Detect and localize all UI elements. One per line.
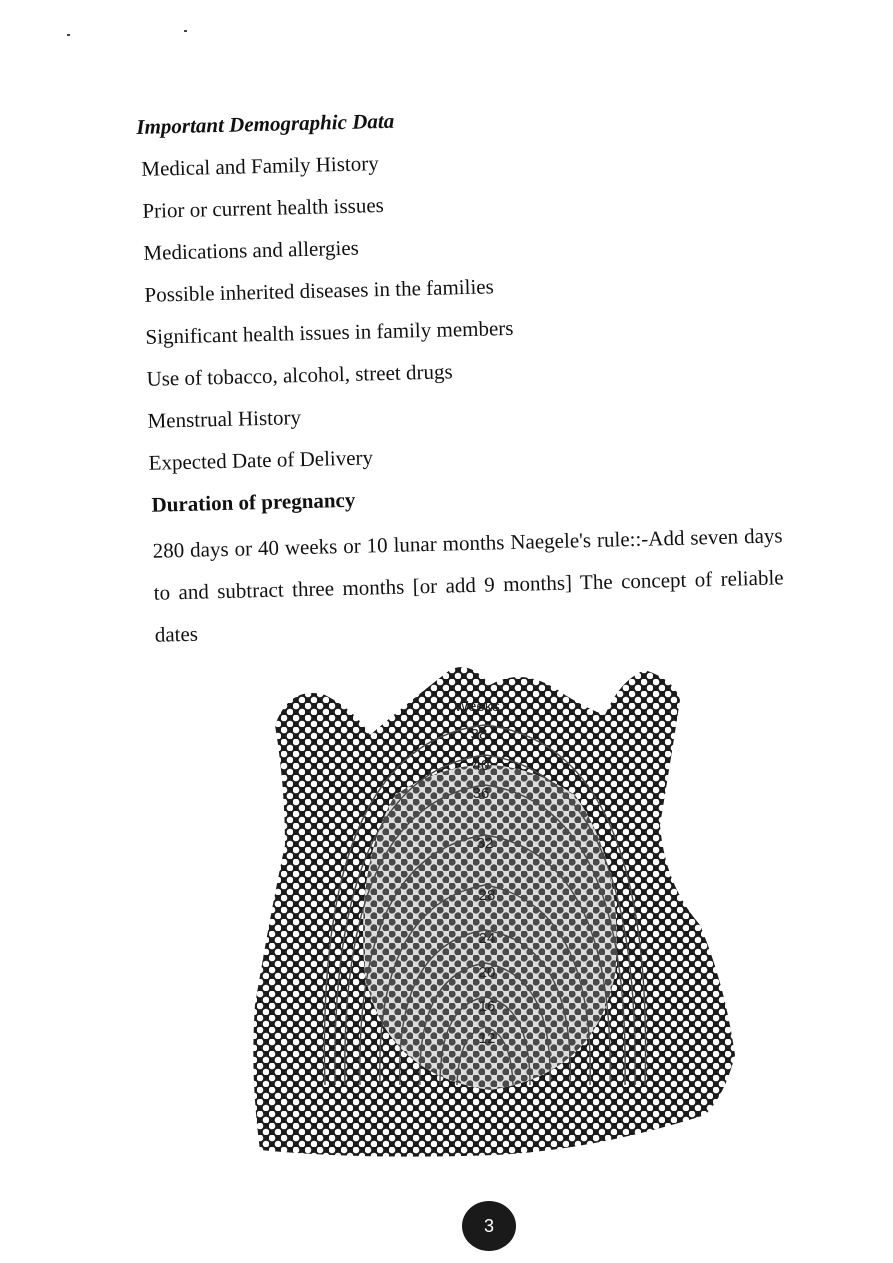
week-mark: 24 (478, 930, 496, 947)
subheading: Duration of pregnancy (151, 487, 356, 517)
page-number: 3 (462, 1201, 516, 1251)
body-paragraph: 280 days or 40 weeks or 10 lunar months Naegele's rule::-Add seven days to and subtract three months [or add 9 months] The concept of reliable dates (152, 523, 784, 647)
list-item: Prior or current health issues (142, 192, 385, 223)
list-item: Medications and allergies (143, 235, 360, 265)
list-item: Menstrual History (147, 405, 302, 433)
week-mark: 32 (476, 835, 494, 852)
list-item: Expected Date of Delivery (148, 445, 374, 475)
week-mark: 38 (470, 726, 488, 743)
scan-speck (184, 30, 187, 32)
list-item: Medical and Family History (141, 151, 380, 181)
fundal-height-figure (245, 655, 740, 1165)
list-item: Significant health issues in family members (145, 315, 514, 349)
week-mark: 16 (478, 998, 496, 1015)
figure-label: Weeks (454, 698, 500, 715)
list-item: Possible inherited diseases in the families (144, 274, 495, 307)
list-item: Use of tobacco, alcohol, street drugs (146, 359, 453, 391)
week-mark: 36 (472, 785, 490, 802)
section-heading: Important Demographic Data (136, 108, 395, 139)
week-mark: 20 (478, 964, 496, 981)
week-mark: 12 (478, 1030, 496, 1047)
text-block (136, 96, 809, 656)
week-mark: 28 (478, 887, 496, 904)
scan-speck (67, 34, 70, 36)
week-mark: 40 (472, 757, 490, 774)
